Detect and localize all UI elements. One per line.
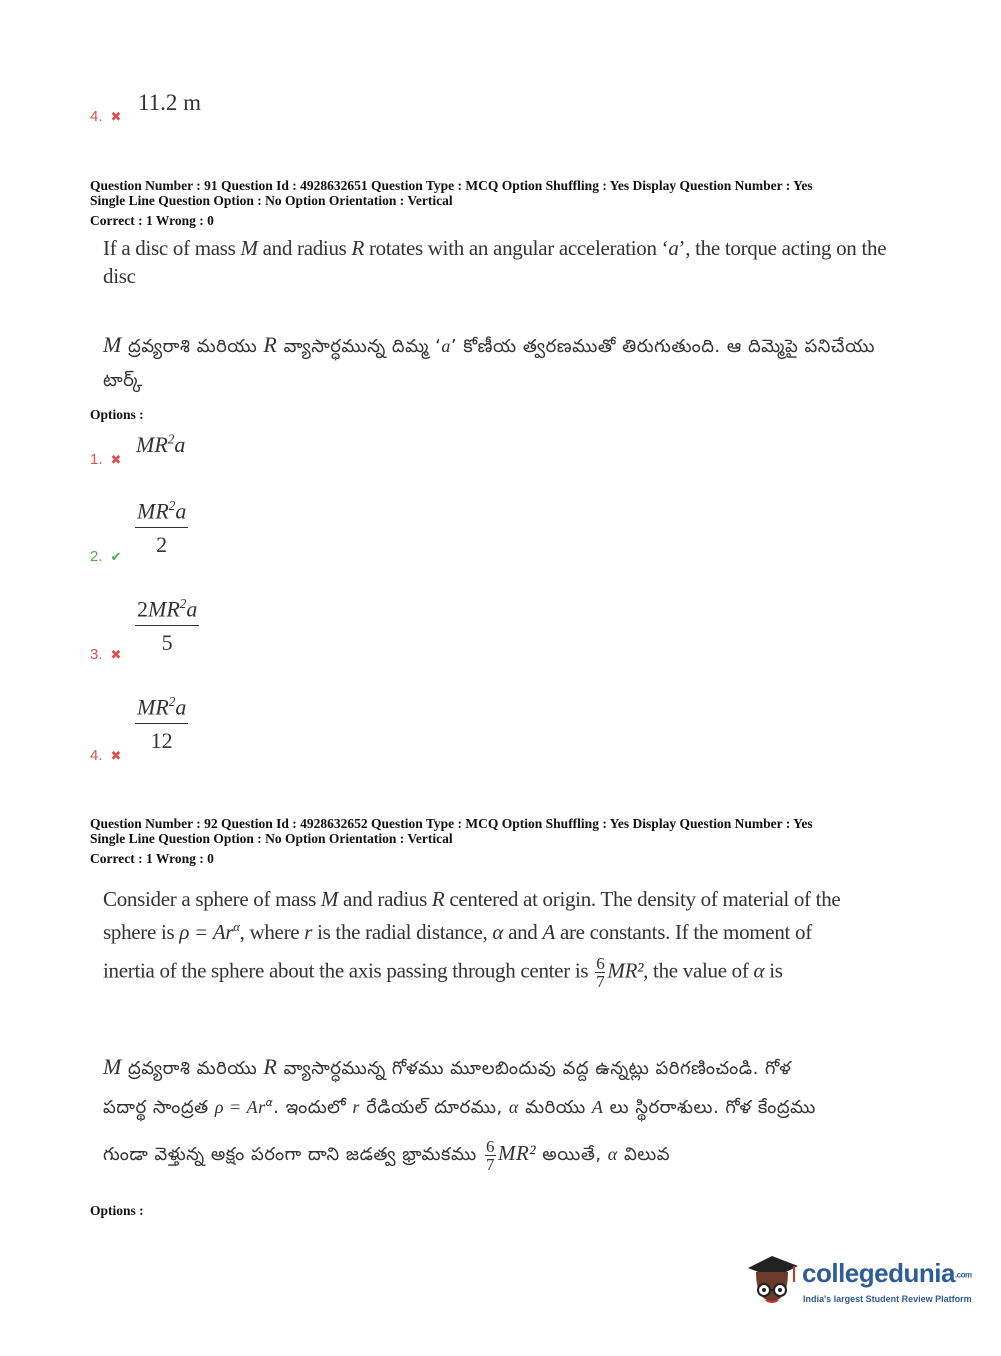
q91-english-text: If a disc of mass M and radius R rotates with an angular acceleration ‘a’, the torque acting on the disc [103,236,887,288]
q91-meta-line2: Single Line Question Option : No Option Orientation : Vertical [90,193,453,208]
wrong-mark-icon: ✖ [110,648,122,663]
q91-option-2-marker: 2. ✔ [90,548,122,565]
q91-option-3-expr: $\frac{2MR^2a}{5}$ [137,596,198,656]
wrong-mark-icon: ✖ [110,110,122,125]
prev-option-text: 11.2 m [138,90,202,115]
correct-check-icon: ✔ [110,550,122,565]
prev-option-4 [90,108,121,126]
q92-meta-line1: Question Number : 92 Question Id : 4928632652 Question Type : MCQ Option Shuffling : Yes Display Question Number : Yes [90,816,813,831]
q91-meta-line1: Question Number : 91 Question Id : 4928632651 Question Type : MCQ Option Shuffling : Yes Display Question Number : Yes [90,178,813,193]
collegedunia-logo [742,1250,972,1320]
q91-options-label: Options : [90,407,144,422]
q92-marks: Correct : 1 Wrong : 0 [90,851,214,866]
q92-options-label: Options : [90,1203,144,1218]
wrong-mark-icon: ✖ [110,453,122,468]
q91-option-1-expr: $MR^2a$ [136,432,186,458]
q92-telugu-line1: M ద్రవ్యరాశి మరియు R వ్యాసార్ధమున్న గోళము మూలబిందువు వద్ద ఉన్నట్లు పరిగణించండి. గోళ [103,1054,792,1079]
q92-meta-line2: Single Line Question Option : No Option Orientation : Vertical [90,831,453,846]
q91-option-2-expr: $\frac{MR^2a}{2}$ [137,498,187,558]
q92-english-line3: inertia of the sphere about the axis passing through center is $\frac{6}{7}$ MR², the value of α is [103,954,783,991]
q91-telugu-text: M ద్రవ్యరాశి మరియు R వ్యాసార్ధమున్న దిమ్మ ‘a’ కోణీయ త్వరణముతో తిరుగుతుంది. ఆ దిమ్మెపై పనిచేయు టార్క్ [103,332,875,391]
logo-tagline: India's largest Student Review Platform [803,1294,972,1304]
q91-marks: Correct : 1 Wrong : 0 [90,213,214,228]
q92-telugu-line3: గుండా వెళ్తున్న అక్షం పరంగా దాని జడత్వ భ్రామకము $\frac{6}{7}$ MR² అయితే, α విలువ [103,1136,671,1174]
wrong-mark-icon: ✖ [110,749,122,764]
mascot-icon [742,1250,802,1314]
q91-option-1-marker: 1. ✖ [90,451,122,468]
option-number: 4. [90,108,103,125]
q91-option-3-marker: 3. ✖ [90,646,122,663]
q92-telugu-line2: పదార్థ సాంద్రత $\rho = Ar^\alpha$. ఇందులో r రేడియల్ దూరము, α మరియు A లు స్థిరరాశులు. గోళ కేంద్రము [103,1096,816,1118]
q92-english-line2: sphere is $\rho = Ar^\alpha$, where r is the radial distance, α and A are constants. If the moment of [103,920,812,944]
logo-wordmark: collegedunia.com [802,1258,972,1288]
q91-option-4-marker: 4. ✖ [90,747,122,764]
q91-option-4-expr: $\frac{MR^2a}{12}$ [137,694,187,754]
q92-english-line1: Consider a sphere of mass M and radius R centered at origin. The density of material of the [103,887,841,911]
